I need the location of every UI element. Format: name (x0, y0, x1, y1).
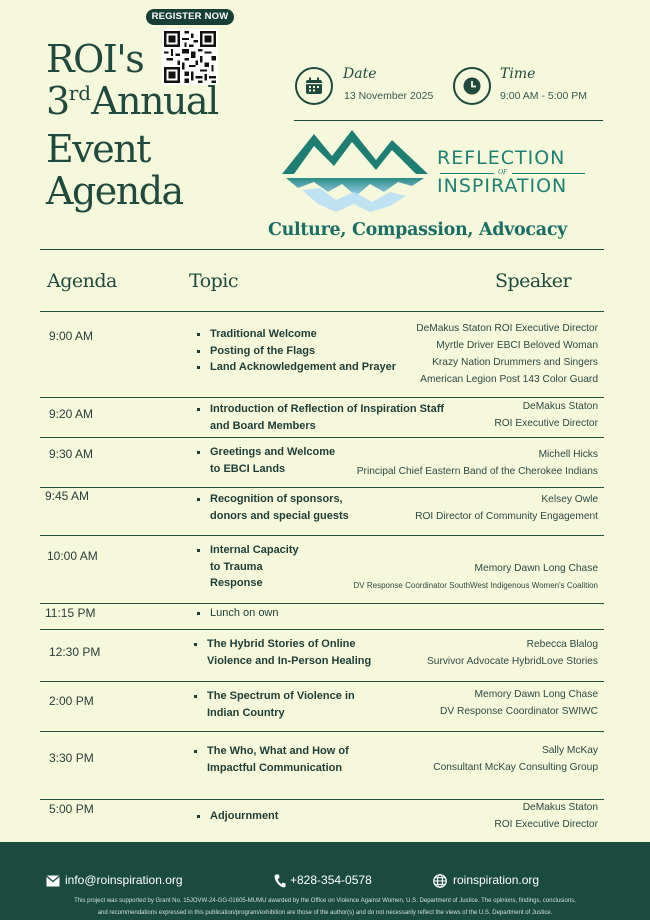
topic-item: Greetings and Welcome (195, 444, 335, 461)
topic-item-continued: Impactful Communication (207, 761, 343, 774)
topic-list (195, 808, 278, 825)
agenda-row (40, 629, 604, 681)
speaker-line: ROI Executive Director (494, 819, 598, 830)
speaker-line: Principal Chief Eastern Band of the Cherokee Indians (356, 466, 598, 477)
divider (40, 603, 604, 604)
speaker-info (433, 742, 598, 776)
speaker-info (494, 799, 598, 833)
agenda-time: 5:00 PM (49, 802, 94, 816)
brand-name-line1: REFLECTION (437, 147, 566, 169)
topic-item-continued: donors and special guests (210, 509, 349, 522)
brand-name-line2: INSPIRATION (437, 175, 568, 197)
website-link[interactable]: roinspiration.org (453, 873, 540, 887)
topic-item-continued: Response (210, 577, 263, 589)
speaker-line: Myrtle Driver EBCI Beloved Woman (436, 340, 598, 351)
speaker-info (427, 636, 598, 670)
clock-icon (453, 67, 491, 105)
speaker-info (415, 491, 598, 525)
topic-list (195, 605, 279, 622)
agenda-row (40, 681, 604, 731)
topic-list (195, 401, 444, 434)
speaker-info (357, 446, 598, 480)
footer (0, 842, 650, 920)
agenda-time: 9:45 AM (45, 489, 90, 503)
brand-name-of: OF (498, 168, 508, 176)
topic-item: Posting of the Flags (195, 343, 396, 360)
topic-item: Land Acknowledgement and Prayer (195, 359, 396, 376)
topic-list (195, 326, 396, 376)
agenda-row (40, 437, 604, 487)
calendar-icon (295, 67, 333, 105)
date-label: Date (343, 66, 377, 82)
agenda-row (40, 603, 604, 629)
globe-icon (433, 874, 447, 888)
agenda-time: 11:15 PM (45, 606, 96, 620)
agenda-row (40, 487, 604, 535)
topic-item-continued: to EBCI Lands (210, 462, 286, 475)
phone-link[interactable]: +828-354-0578 (290, 873, 372, 887)
topic-item: The Hybrid Stories of Online (192, 636, 371, 653)
speaker-line: Survivor Advocate HybridLove Stories (426, 656, 598, 667)
register-now-button[interactable]: REGISTER NOW (146, 9, 234, 25)
speaker-line: American Legion Post 143 Color Guard (420, 374, 598, 385)
topic-item: Introduction of Reflection of Inspiration Staff (195, 401, 444, 418)
topic-item: Adjournment (195, 808, 278, 825)
topic-list (192, 636, 371, 669)
speaker-line: DeMakus Staton ROI Executive Director (416, 323, 598, 334)
column-header-speaker: Speaker (495, 270, 572, 292)
agenda-row (40, 799, 604, 839)
agenda-time: 9:00 AM (49, 329, 94, 343)
mail-icon (46, 875, 60, 887)
time-label: Time (500, 66, 536, 82)
divider (40, 681, 604, 682)
speaker-info (440, 686, 598, 720)
topic-list (195, 542, 299, 592)
topic-item: Internal Capacity (195, 542, 299, 559)
divider (294, 120, 603, 121)
speaker-line: DV Response Coordinator SouthWest Indigenous Women's Coalition (353, 581, 598, 590)
speaker-line: Sally McKay (541, 745, 598, 756)
topic-item: The Who, What and How of (192, 743, 349, 760)
speaker-line: Memory Dawn Long Chase (474, 689, 598, 700)
speaker-line: ROI Executive Director (494, 418, 598, 429)
grant-disclaimer (6, 895, 644, 919)
topic-item: Lunch on own (195, 605, 279, 622)
agenda-row (40, 311, 604, 397)
agenda-time: 9:20 AM (49, 407, 94, 421)
divider (40, 437, 604, 438)
event-title (46, 38, 218, 212)
divider (512, 173, 585, 174)
speaker-info (354, 560, 598, 594)
divider (440, 173, 494, 174)
divider (40, 311, 604, 312)
speaker-line: DeMakus Staton (522, 401, 598, 412)
title-line-4: Agenda (46, 169, 183, 213)
phone-icon (274, 874, 286, 888)
tagline: Culture, Compassion, Advocacy (268, 220, 568, 240)
agenda-row (40, 397, 604, 437)
agenda-row (40, 731, 604, 799)
agenda-time: 9:30 AM (49, 447, 94, 461)
divider (40, 731, 604, 732)
agenda-time: 12:30 PM (49, 645, 101, 659)
title-line-1: ROI's (46, 37, 144, 81)
speaker-line: DV Response Coordinator SWIWC (440, 706, 598, 717)
speaker-line: ROI Director of Community Engagement (415, 511, 598, 522)
topic-item: The Spectrum of Violence in (192, 688, 355, 705)
disclaimer-line: and recommendations expressed in this publication/program/exhibition are those of the author(s) and do not necessarily reflect the views of the U.S. Department of Justice. (97, 910, 553, 916)
topic-list (195, 444, 335, 477)
topic-item-continued: Indian Country (207, 706, 285, 719)
title-line-2: 3rdAnnual (46, 79, 218, 123)
topic-item-continued: Violence and In-Person Healing (207, 654, 372, 667)
topic-item: Recognition of sponsors, (195, 491, 349, 508)
speaker-line: Michell Hicks (538, 449, 598, 460)
topic-list (192, 743, 349, 776)
topic-list (192, 688, 355, 721)
speaker-line: Krazy Nation Drummers and Singers (432, 357, 598, 368)
title-line-3: Event (46, 127, 150, 171)
speaker-info (494, 398, 598, 432)
agenda-time: 3:30 PM (49, 751, 94, 765)
divider (40, 249, 604, 250)
column-header-agenda: Agenda (47, 270, 117, 292)
agenda-time: 10:00 AM (47, 549, 98, 563)
speaker-line: Kelsey Owle (541, 494, 598, 505)
agenda-time: 2:00 PM (49, 694, 94, 708)
speaker-line: DeMakus Staton (522, 802, 598, 813)
topic-item: Traditional Welcome (195, 326, 396, 343)
topic-item-continued: to Trauma (210, 560, 263, 573)
divider (40, 535, 604, 536)
mountain-logo-icon (280, 126, 430, 218)
topic-list (195, 491, 349, 524)
divider (40, 629, 604, 630)
speaker-info (416, 320, 598, 388)
topic-item-continued: and Board Members (210, 419, 316, 432)
email-link[interactable]: info@roinspiration.org (65, 873, 183, 887)
speaker-line: Consultant McKay Consulting Group (433, 762, 598, 773)
disclaimer-line: This project was supported by Grant No. 15JOVW-24-GG-01605-MUMU awarded by the Office on Violence Against Women, U.S. Department of Justice. The opinions, findings, conclusions, (74, 898, 576, 904)
agenda-row (40, 535, 604, 603)
date-value: 13 November 2025 (344, 90, 434, 102)
column-header-topic: Topic (189, 270, 239, 292)
divider (40, 487, 604, 488)
speaker-line: Rebecca Blalog (526, 639, 598, 650)
time-value: 9:00 AM - 5:00 PM (500, 90, 587, 102)
speaker-line: Memory Dawn Long Chase (474, 563, 598, 574)
